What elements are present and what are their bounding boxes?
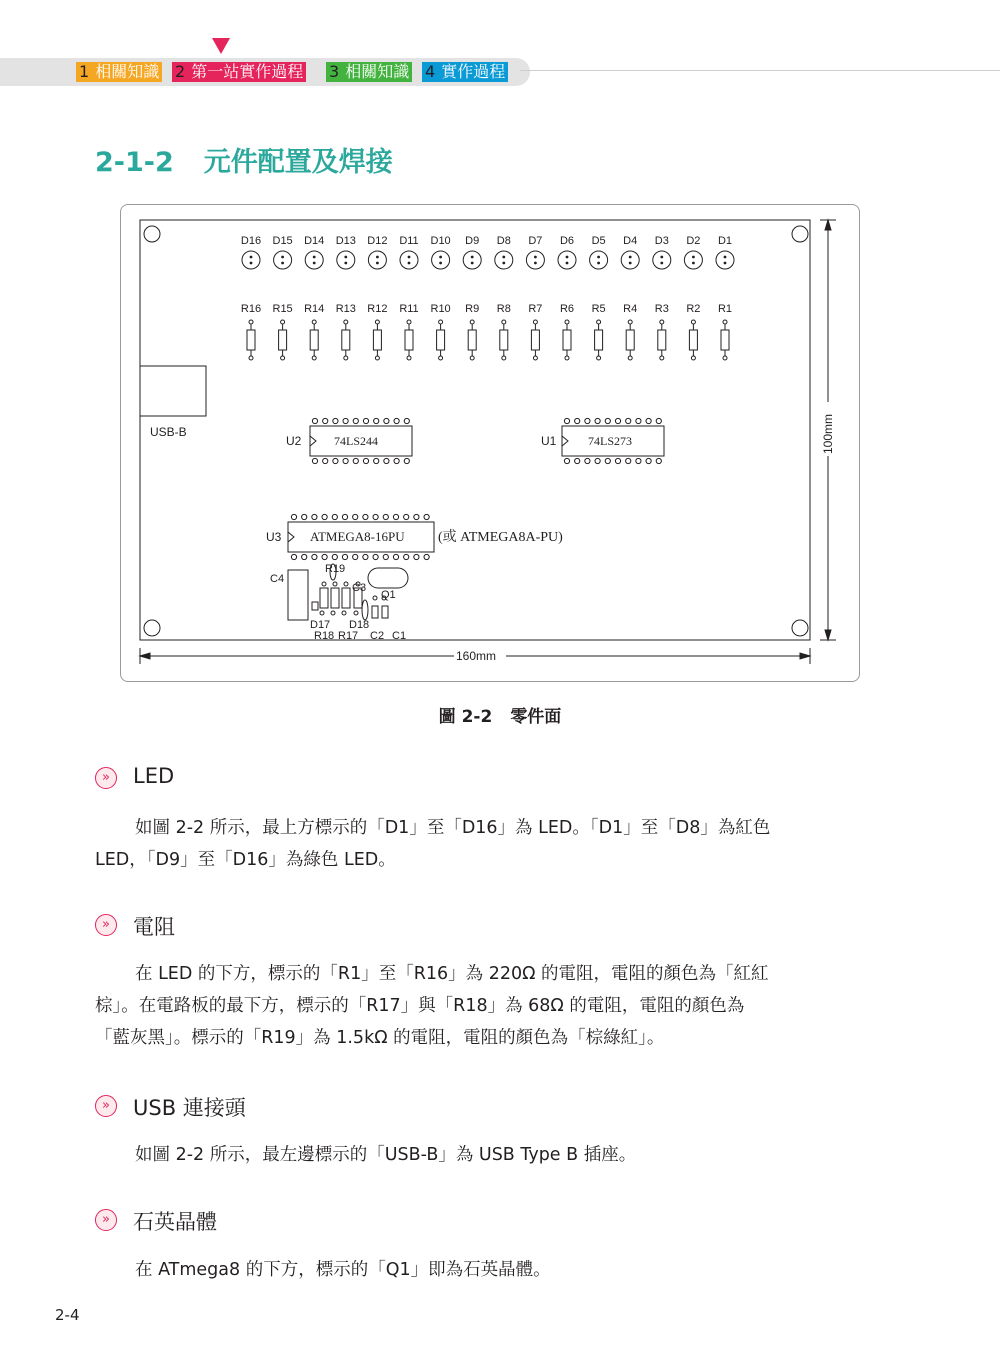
led-label: D15	[272, 235, 293, 247]
pin-icon	[595, 418, 600, 423]
c1-capacitor	[382, 606, 388, 618]
led-label: D14	[304, 235, 325, 247]
resistor-icon	[320, 588, 328, 608]
led-label: D10	[430, 235, 451, 247]
tab-chapter-1[interactable]: 1 相關知識	[76, 62, 162, 82]
pin-icon	[656, 458, 661, 463]
double-chevron-icon: »	[95, 1209, 117, 1231]
pin-icon	[374, 418, 379, 423]
resistor-label: R4	[623, 303, 638, 315]
led-d12	[368, 251, 386, 269]
u3-chip-label: ATMEGA8-16PU	[310, 529, 405, 544]
resistor-r9	[468, 320, 476, 360]
pin-icon	[636, 458, 641, 463]
led-d16	[242, 251, 260, 269]
resistor-label: R8	[496, 303, 511, 315]
u1-chip-label: 74LS273	[588, 434, 633, 448]
pin-icon	[384, 458, 389, 463]
pin-icon	[393, 514, 398, 519]
resistor-r3	[658, 320, 666, 360]
q1-label: Q1	[381, 589, 396, 601]
text-line: 在 ATmega8 的下方，標示的「Q1」即為石英晶體。	[135, 1260, 551, 1280]
led-label: D9	[465, 235, 480, 247]
q1-crystal	[368, 568, 408, 588]
resistor-r2	[689, 320, 697, 360]
chip-pins	[291, 554, 429, 559]
pin-icon	[353, 458, 358, 463]
resistor-r14	[310, 320, 318, 360]
pin-icon	[323, 418, 328, 423]
resistor-label: R16	[240, 303, 262, 315]
text-line: LED，「D9」至「D16」為綠色 LED。	[95, 850, 396, 870]
pin-icon	[384, 418, 389, 423]
pin-icon	[342, 514, 347, 519]
led-d7	[526, 251, 544, 269]
resistor-r15	[279, 320, 287, 360]
chip-pins	[312, 418, 409, 423]
led-label: D2	[686, 235, 701, 247]
resistor-label: R6	[559, 303, 575, 315]
pin-icon	[373, 514, 378, 519]
pin-icon	[363, 418, 368, 423]
pin-icon	[322, 514, 327, 519]
tab-chapter-3[interactable]: 3 相關知識	[326, 62, 412, 82]
u2-chip-label: 74LS244	[334, 434, 379, 448]
u1-label: U1	[541, 434, 557, 448]
pin-icon	[383, 554, 388, 559]
resistor-label: R11	[399, 303, 419, 315]
resistor-r6	[563, 320, 571, 360]
text-line: 「藍灰黑」。標示的「R19」為 1.5kΩ 的電阻，電阻的顏色為「棕綠紅」。	[95, 1028, 665, 1048]
figure-caption: 圖 2-2 零件面	[438, 707, 562, 727]
led-label: D1	[717, 235, 733, 247]
text-line: 如圖 2-2 所示，最左邊標示的「USB-B」為 USB Type B 插座。	[135, 1145, 637, 1165]
mount-hole-icon	[144, 620, 160, 636]
pin-icon	[626, 418, 631, 423]
resistor-label: R13	[335, 303, 356, 315]
pin-icon	[575, 458, 580, 463]
resistor-label: R3	[654, 303, 669, 315]
text-line: 棕」。在電路板的最下方，標示的「R17」與「R18」為 68Ω 的電阻，電阻的顏色為	[95, 996, 745, 1016]
mount-hole-icon	[792, 226, 808, 242]
pin-icon	[363, 554, 368, 559]
resistor-label: R1	[717, 303, 733, 315]
c2-label: C2	[370, 630, 385, 642]
resistor-label: R10	[430, 303, 451, 315]
c4-capacitor	[288, 570, 308, 620]
pin-icon	[353, 418, 358, 423]
text-line: 如圖 2-2 所示，最上方標示的「D1」至「D16」為 LED。「D1」至「D8」為紅色	[135, 818, 771, 838]
pin-icon	[373, 554, 378, 559]
resistor-label: R5	[591, 303, 606, 315]
resistor-r16	[247, 320, 255, 360]
pin-icon	[404, 418, 409, 423]
pin-icon	[605, 458, 610, 463]
pin-icon	[564, 418, 569, 423]
mount-hole-icon	[792, 620, 808, 636]
led-d15	[274, 251, 292, 269]
pin-icon	[585, 418, 590, 423]
led-d9	[463, 251, 481, 269]
resistor-label: R12	[367, 303, 388, 315]
pin-icon	[332, 514, 337, 519]
paragraph-resistor	[95, 958, 885, 1054]
mount-hole-icon	[144, 226, 160, 242]
pin-icon	[575, 418, 580, 423]
resistor-label: R7	[528, 303, 543, 315]
chip-pins	[564, 418, 661, 423]
pin-icon	[414, 514, 419, 519]
resistor-r10	[437, 320, 445, 360]
pcb-layout-diagram	[120, 204, 860, 682]
led-label: D11	[399, 235, 419, 247]
pin-icon	[291, 554, 296, 559]
double-chevron-icon: »	[95, 1095, 117, 1117]
page-number: 2-4	[55, 1306, 80, 1324]
led-d4	[621, 251, 639, 269]
r19-label: R19	[325, 563, 346, 575]
paragraph-usb	[95, 1139, 885, 1171]
u3-alt-label: (或 ATMEGA8A-PU)	[438, 530, 563, 545]
pin-icon	[343, 418, 348, 423]
d17-label: D17	[310, 619, 331, 631]
chip-pins	[312, 458, 409, 463]
paragraph-crystal	[95, 1254, 885, 1286]
pin-icon	[302, 554, 307, 559]
pin-icon	[585, 458, 590, 463]
pin-icon	[636, 418, 641, 423]
pin-icon	[646, 418, 651, 423]
chip-pins	[564, 458, 661, 463]
pin-icon	[374, 458, 379, 463]
led-d3	[653, 251, 671, 269]
active-chapter-marker-icon	[212, 38, 230, 54]
pin-icon	[394, 458, 399, 463]
led-label: D5	[591, 235, 606, 247]
pin-icon	[363, 514, 368, 519]
led-d8	[495, 251, 513, 269]
led-d11	[400, 251, 418, 269]
c4-label: C4	[270, 573, 285, 585]
pin-icon	[342, 554, 347, 559]
resistor-label: R9	[465, 303, 480, 315]
pin-icon	[615, 418, 620, 423]
pin-icon	[332, 554, 337, 559]
section-title: 2-1-2 元件配置及焊接	[95, 147, 393, 178]
usb-b-connector	[140, 366, 206, 416]
r18-label: R18	[314, 630, 335, 642]
led-label: D16	[240, 235, 262, 247]
pin-icon	[312, 458, 317, 463]
d18-label: D18	[349, 619, 370, 631]
pin-icon	[404, 554, 409, 559]
d17-diode	[312, 602, 318, 610]
resistor-r7	[531, 320, 539, 360]
u3-label: U3	[266, 530, 282, 544]
paragraph-led	[95, 812, 885, 876]
usb-label: USB-B	[150, 425, 187, 439]
led-label: D8	[496, 235, 511, 247]
led-d6	[558, 251, 576, 269]
led-d5	[590, 251, 608, 269]
resistor-r4	[626, 320, 634, 360]
led-d10	[432, 251, 450, 269]
pin-icon	[333, 458, 338, 463]
resistor-r5	[595, 320, 603, 360]
pin-icon	[393, 554, 398, 559]
pin-icon	[656, 418, 661, 423]
c3-capacitor	[362, 600, 368, 620]
pin-icon	[404, 514, 409, 519]
pin-icon	[323, 458, 328, 463]
pin-icon	[333, 418, 338, 423]
pin-icon	[322, 554, 327, 559]
pin-icon	[353, 514, 358, 519]
pin-icon	[383, 514, 388, 519]
pin-icon	[424, 554, 429, 559]
led-label: D3	[654, 235, 669, 247]
text-line: 在 LED 的下方，標示的「R1」至「R16」為 220Ω 的電阻，電阻的顏色為「紅紅	[135, 964, 769, 984]
resistor-r8	[500, 320, 508, 360]
led-d13	[337, 251, 355, 269]
resistor-r11	[405, 320, 413, 360]
pin-icon	[353, 554, 358, 559]
pin-icon	[291, 514, 296, 519]
c2-capacitor	[372, 606, 378, 618]
pcb-board-outline	[140, 220, 810, 640]
resistor-icon	[331, 588, 339, 608]
pin-icon	[595, 458, 600, 463]
pin-icon	[414, 554, 419, 559]
pin-icon	[312, 554, 317, 559]
chip-pins	[291, 514, 429, 519]
double-chevron-icon: »	[95, 914, 117, 936]
pin-icon	[564, 458, 569, 463]
double-chevron-icon: »	[95, 767, 117, 789]
height-dimension-label: 100mm	[821, 413, 835, 454]
r17-label: R17	[338, 630, 359, 642]
led-label: D7	[528, 235, 543, 247]
tab-chapter-4[interactable]: 4 實作過程	[422, 62, 508, 82]
pin-icon	[343, 458, 348, 463]
resistor-label: R14	[304, 303, 325, 315]
pin-icon	[302, 514, 307, 519]
led-d1	[716, 251, 734, 269]
pin-icon	[394, 418, 399, 423]
pin-icon	[615, 458, 620, 463]
pin-icon	[404, 458, 409, 463]
pin-icon	[363, 458, 368, 463]
pin-icon	[605, 418, 610, 423]
led-label: D4	[623, 235, 638, 247]
resistor-r1	[721, 320, 729, 360]
resistor-label: R15	[272, 303, 293, 315]
led-label: D13	[335, 235, 356, 247]
c1-label: C1	[392, 630, 407, 642]
led-label: D12	[367, 235, 388, 247]
c3-label: C3	[352, 582, 367, 594]
pin-icon	[312, 514, 317, 519]
u2-label: U2	[286, 434, 302, 448]
header-rule	[520, 70, 1000, 71]
resistor-r12	[373, 320, 381, 360]
pin-icon	[312, 418, 317, 423]
pin-icon	[646, 458, 651, 463]
tab-chapter-2[interactable]: 2 第一站實作過程	[172, 62, 306, 82]
led-label: D6	[559, 235, 575, 247]
pin-icon	[626, 458, 631, 463]
resistor-r13	[342, 320, 350, 360]
led-d14	[305, 251, 323, 269]
resistor-label: R2	[686, 303, 701, 315]
pin-icon	[424, 514, 429, 519]
width-dimension-label: 160mm	[456, 649, 497, 663]
resistor-icon	[342, 588, 350, 608]
led-d2	[684, 251, 702, 269]
